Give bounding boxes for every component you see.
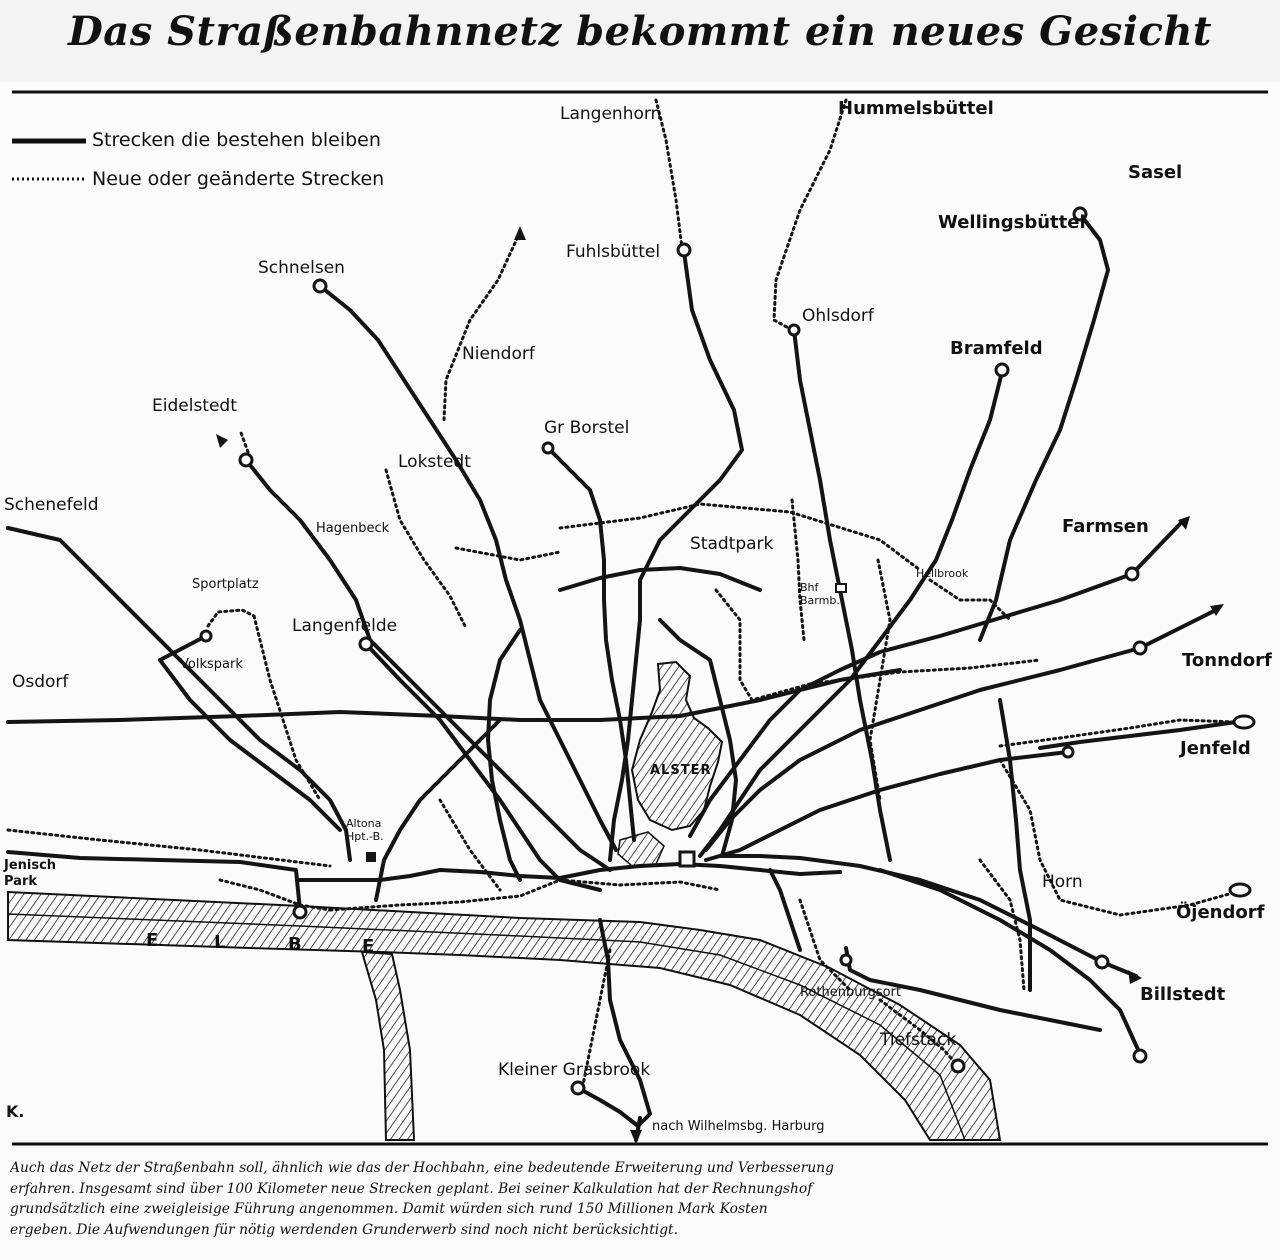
label-sasel: Sasel <box>1128 162 1183 183</box>
terminus-billstedt <box>1096 956 1108 968</box>
terminus-bramfeld <box>996 364 1008 376</box>
label-schnelsen: Schnelsen <box>258 258 345 278</box>
terminus-ohlsdorf <box>789 325 799 335</box>
terminus-farmsen <box>1126 568 1138 580</box>
label-tonndorf: Tonndorf <box>1182 650 1272 671</box>
label-kleiner-grasbrook: Kleiner Grasbrook <box>498 1060 651 1080</box>
label-elbe-4: E <box>362 936 375 957</box>
label-hummelsbuettel: Hummelsbüttel <box>838 98 994 119</box>
caption-line-1: Auch das Netz der Straßenbahn soll, ähnlich wie das der Hochbahn, eine bedeutende Erweiterung und Verbesserung <box>10 1160 834 1176</box>
route-volkspark <box>254 616 320 800</box>
hauptbahnhof-square <box>680 852 694 866</box>
terminus-eidelstedt <box>240 454 252 466</box>
route-schnelsen <box>320 286 616 850</box>
terminus-tonndorf <box>1134 642 1146 654</box>
legend-existing-label: Strecken die bestehen bleiben <box>92 129 381 151</box>
route-east-west-main <box>8 670 900 722</box>
label-schenefeld: Schenefeld <box>4 495 99 515</box>
caption-line-3: grundsätzlich eine zweigleisige Führung angenommen. Damit würden sich rund 150 Millionen Mark Kosten <box>10 1201 768 1217</box>
label-horn: Horn <box>1042 872 1083 892</box>
terminus-jenfeld <box>1234 716 1254 728</box>
route-langenfelde <box>366 644 600 890</box>
route-rothenburgsort-main <box>770 870 800 950</box>
artist-signature: K. <box>6 1102 25 1121</box>
label-niendorf: Niendorf <box>462 344 535 364</box>
terminus-volkspark <box>201 631 211 641</box>
route-stadtpark-link <box>560 568 760 590</box>
route-oejendorf <box>1000 760 1236 915</box>
arrow-billstedt <box>1128 970 1142 984</box>
label-jenfeld: Jenfeld <box>1180 738 1251 759</box>
terminus-elbe-west <box>294 906 306 918</box>
arrow-niendorf <box>514 226 526 240</box>
route-barmbek-north <box>792 500 804 640</box>
label-alster: ALSTER <box>650 763 712 778</box>
label-stadtpark: Stadtpark <box>690 534 774 554</box>
route-schenefeld <box>8 528 350 860</box>
route-wellingsbuettel <box>980 214 1108 640</box>
label-sportplatz: Sportplatz <box>192 577 259 592</box>
label-rothenburgsort: Rothenburgsort <box>800 985 902 1000</box>
label-langenhorn: Langenhorn <box>560 104 662 124</box>
route-eidelstedt-arrow <box>240 430 248 452</box>
route-altona-circle <box>440 800 500 890</box>
route-bramfeld <box>700 372 1002 856</box>
arrow-eidelstedt <box>216 434 228 448</box>
elbe-south-branch <box>362 952 414 1140</box>
label-billstedt: Billstedt <box>1140 984 1226 1005</box>
label-osdorf: Osdorf <box>12 672 69 692</box>
label-lokstedt: Lokstedt <box>398 452 471 472</box>
label-farmsen: Farmsen <box>1062 516 1149 537</box>
route-horn-south <box>980 860 1024 990</box>
label-wellingsbuettel: Wellingsbüttel <box>938 212 1086 233</box>
label-elbe-2: L <box>214 932 226 953</box>
route-niendorf <box>444 232 520 420</box>
terminus-langenfelde <box>360 638 372 650</box>
label-eidelstedt: Eidelstedt <box>152 396 237 416</box>
terminus-oejendorf <box>1230 884 1250 896</box>
terminus-rothenburgsort <box>841 955 851 965</box>
label-elbe-1: E <box>146 930 159 951</box>
route-tonndorf <box>706 648 1140 850</box>
route-altona-south <box>330 880 560 910</box>
route-eidelstedt <box>246 460 610 870</box>
label-ohlsdorf: Ohlsdorf <box>802 306 874 326</box>
label-oejendorf: Öjendorf <box>1176 902 1265 923</box>
route-arrowheads <box>216 226 1224 1144</box>
label-hagenbeck: Hagenbeck <box>316 521 390 536</box>
label-elbe-3: B <box>288 934 302 955</box>
route-borstel-link <box>456 548 560 560</box>
route-lokstedt <box>386 470 466 628</box>
label-bhf-barmbek: Bhf Barmb. <box>800 581 840 607</box>
label-bramfeld: Bramfeld <box>950 338 1043 359</box>
label-hellbrook: Hellbrook <box>916 567 969 580</box>
route-farmsen <box>690 574 1132 836</box>
headline: Das Straßenbahnnetz bekommt ein neues Gesicht <box>68 8 1212 55</box>
route-sportplatz <box>208 610 254 626</box>
label-volkspark: Volkspark <box>180 657 243 672</box>
label-harburg: nach Wilhelmsbg. Harburg <box>652 1119 825 1134</box>
terminus-tiefstack-east <box>1134 1050 1146 1062</box>
route-hummelsbuettel <box>774 100 846 330</box>
label-altona: Altona Hpt.-B. <box>346 817 384 843</box>
terminus-kleiner-grasbrook <box>572 1082 584 1094</box>
caption <box>10 1158 1265 1240</box>
caption-line-4: ergeben. Die Aufwendungen für nötig werdenden Grunderwerb sind noch nicht berücksichtigt. <box>10 1221 678 1238</box>
label-tiefstack: Tiefstack <box>880 1030 957 1050</box>
arrow-harburg <box>630 1130 642 1144</box>
binnenalster <box>618 832 664 866</box>
altona-station-square <box>366 852 376 862</box>
terminus-tiefstack <box>952 1060 964 1072</box>
terminus-schnelsen <box>314 280 326 292</box>
existing-routes <box>8 214 1236 1140</box>
route-inner-loop-west <box>488 630 520 880</box>
legend-new-label: Neue oder geänderte Strecken <box>92 168 385 190</box>
label-fuhlsbuettel: Fuhlsbüttel <box>566 242 661 262</box>
label-jenisch-park: Jenisch Park <box>4 858 57 889</box>
route-tonndorf-arrow <box>1140 610 1216 648</box>
terminus-jenfeld-west <box>1063 747 1073 757</box>
terminus-gr-borstel <box>543 443 553 453</box>
label-gr-borstel: Gr Borstel <box>544 418 630 438</box>
terminus-fuhlsbuettel <box>678 244 690 256</box>
caption-line-2: erfahren. Insgesamt sind über 100 Kilometer neue Strecken geplant. Bei seiner Kalkulation hat der Rechnungshof <box>10 1180 813 1197</box>
label-langenfelde: Langenfelde <box>292 616 398 636</box>
